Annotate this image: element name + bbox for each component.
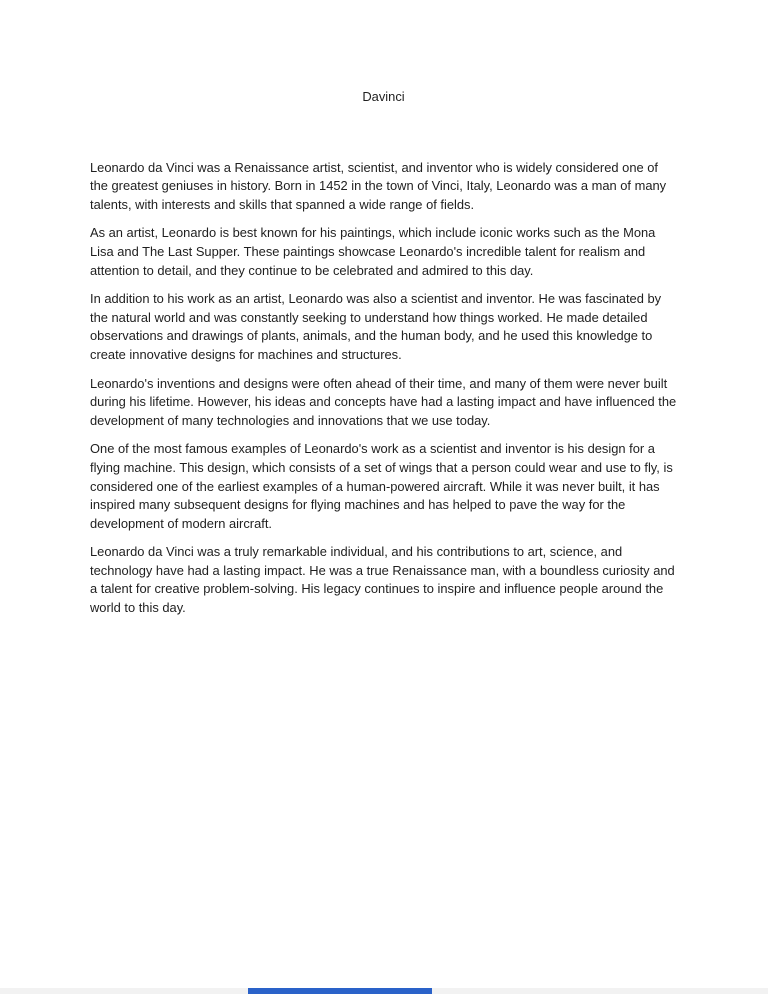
taskbar-accent-sliver [248,988,432,994]
document-title: Davinci [362,89,405,104]
paragraph-legacy: Leonardo da Vinci was a truly remarkable individual, and his contributions to art, science, and technology have had a lasting impact. He was a true Renaissance man, with a boundless curiosity and a talent for creative problem-solving. His legacy continues to inspire and influence people around the world to this day. [90,544,675,616]
paragraph-inventions-impact: Leonardo's inventions and designs were often ahead of their time, and many of them were never built during his lifetime. However, his ideas and concepts have had a lasting impact and have influenced the development of many technologies and innovations that we use today. [90,375,677,428]
paragraph-scientist-inventor: In addition to his work as an artist, Leonardo was also a scientist and inventor. He was fascinated by the natural world and was constantly seeking to understand how things worked. He made detailed observations and drawings of plants, animals, and the human body, and he used this knowledge to create innovative designs for machines and structures. [90,291,662,362]
paragraph-artist: As an artist, Leonardo is best known for his paintings, which include iconic works such as the Mona Lisa and The Last Supper. These paintings showcase Leonardo's incredible talent for realism and attention to detail, and they continue to be celebrated and admired to this day. [90,225,656,278]
paragraph-flying-machine: One of the most famous examples of Leonardo's work as a scientist and inventor is his design for a flying machine. This design, which consists of a set of wings that a person could wear and use to fly, is considered one of the earliest examples of a human-powered aircraft. While it was never built, it has inspired many subsequent designs for flying machines and has helped to pave the way for the development of modern aircraft. [90,441,673,531]
paragraph-intro: Leonardo da Vinci was a Renaissance artist, scientist, and inventor who is widely considered one of the greatest geniuses in history. Born in 1452 in the town of Vinci, Italy, Leonardo was a man of many talents, with interests and skills that spanned a wide range of fields. [90,159,667,212]
